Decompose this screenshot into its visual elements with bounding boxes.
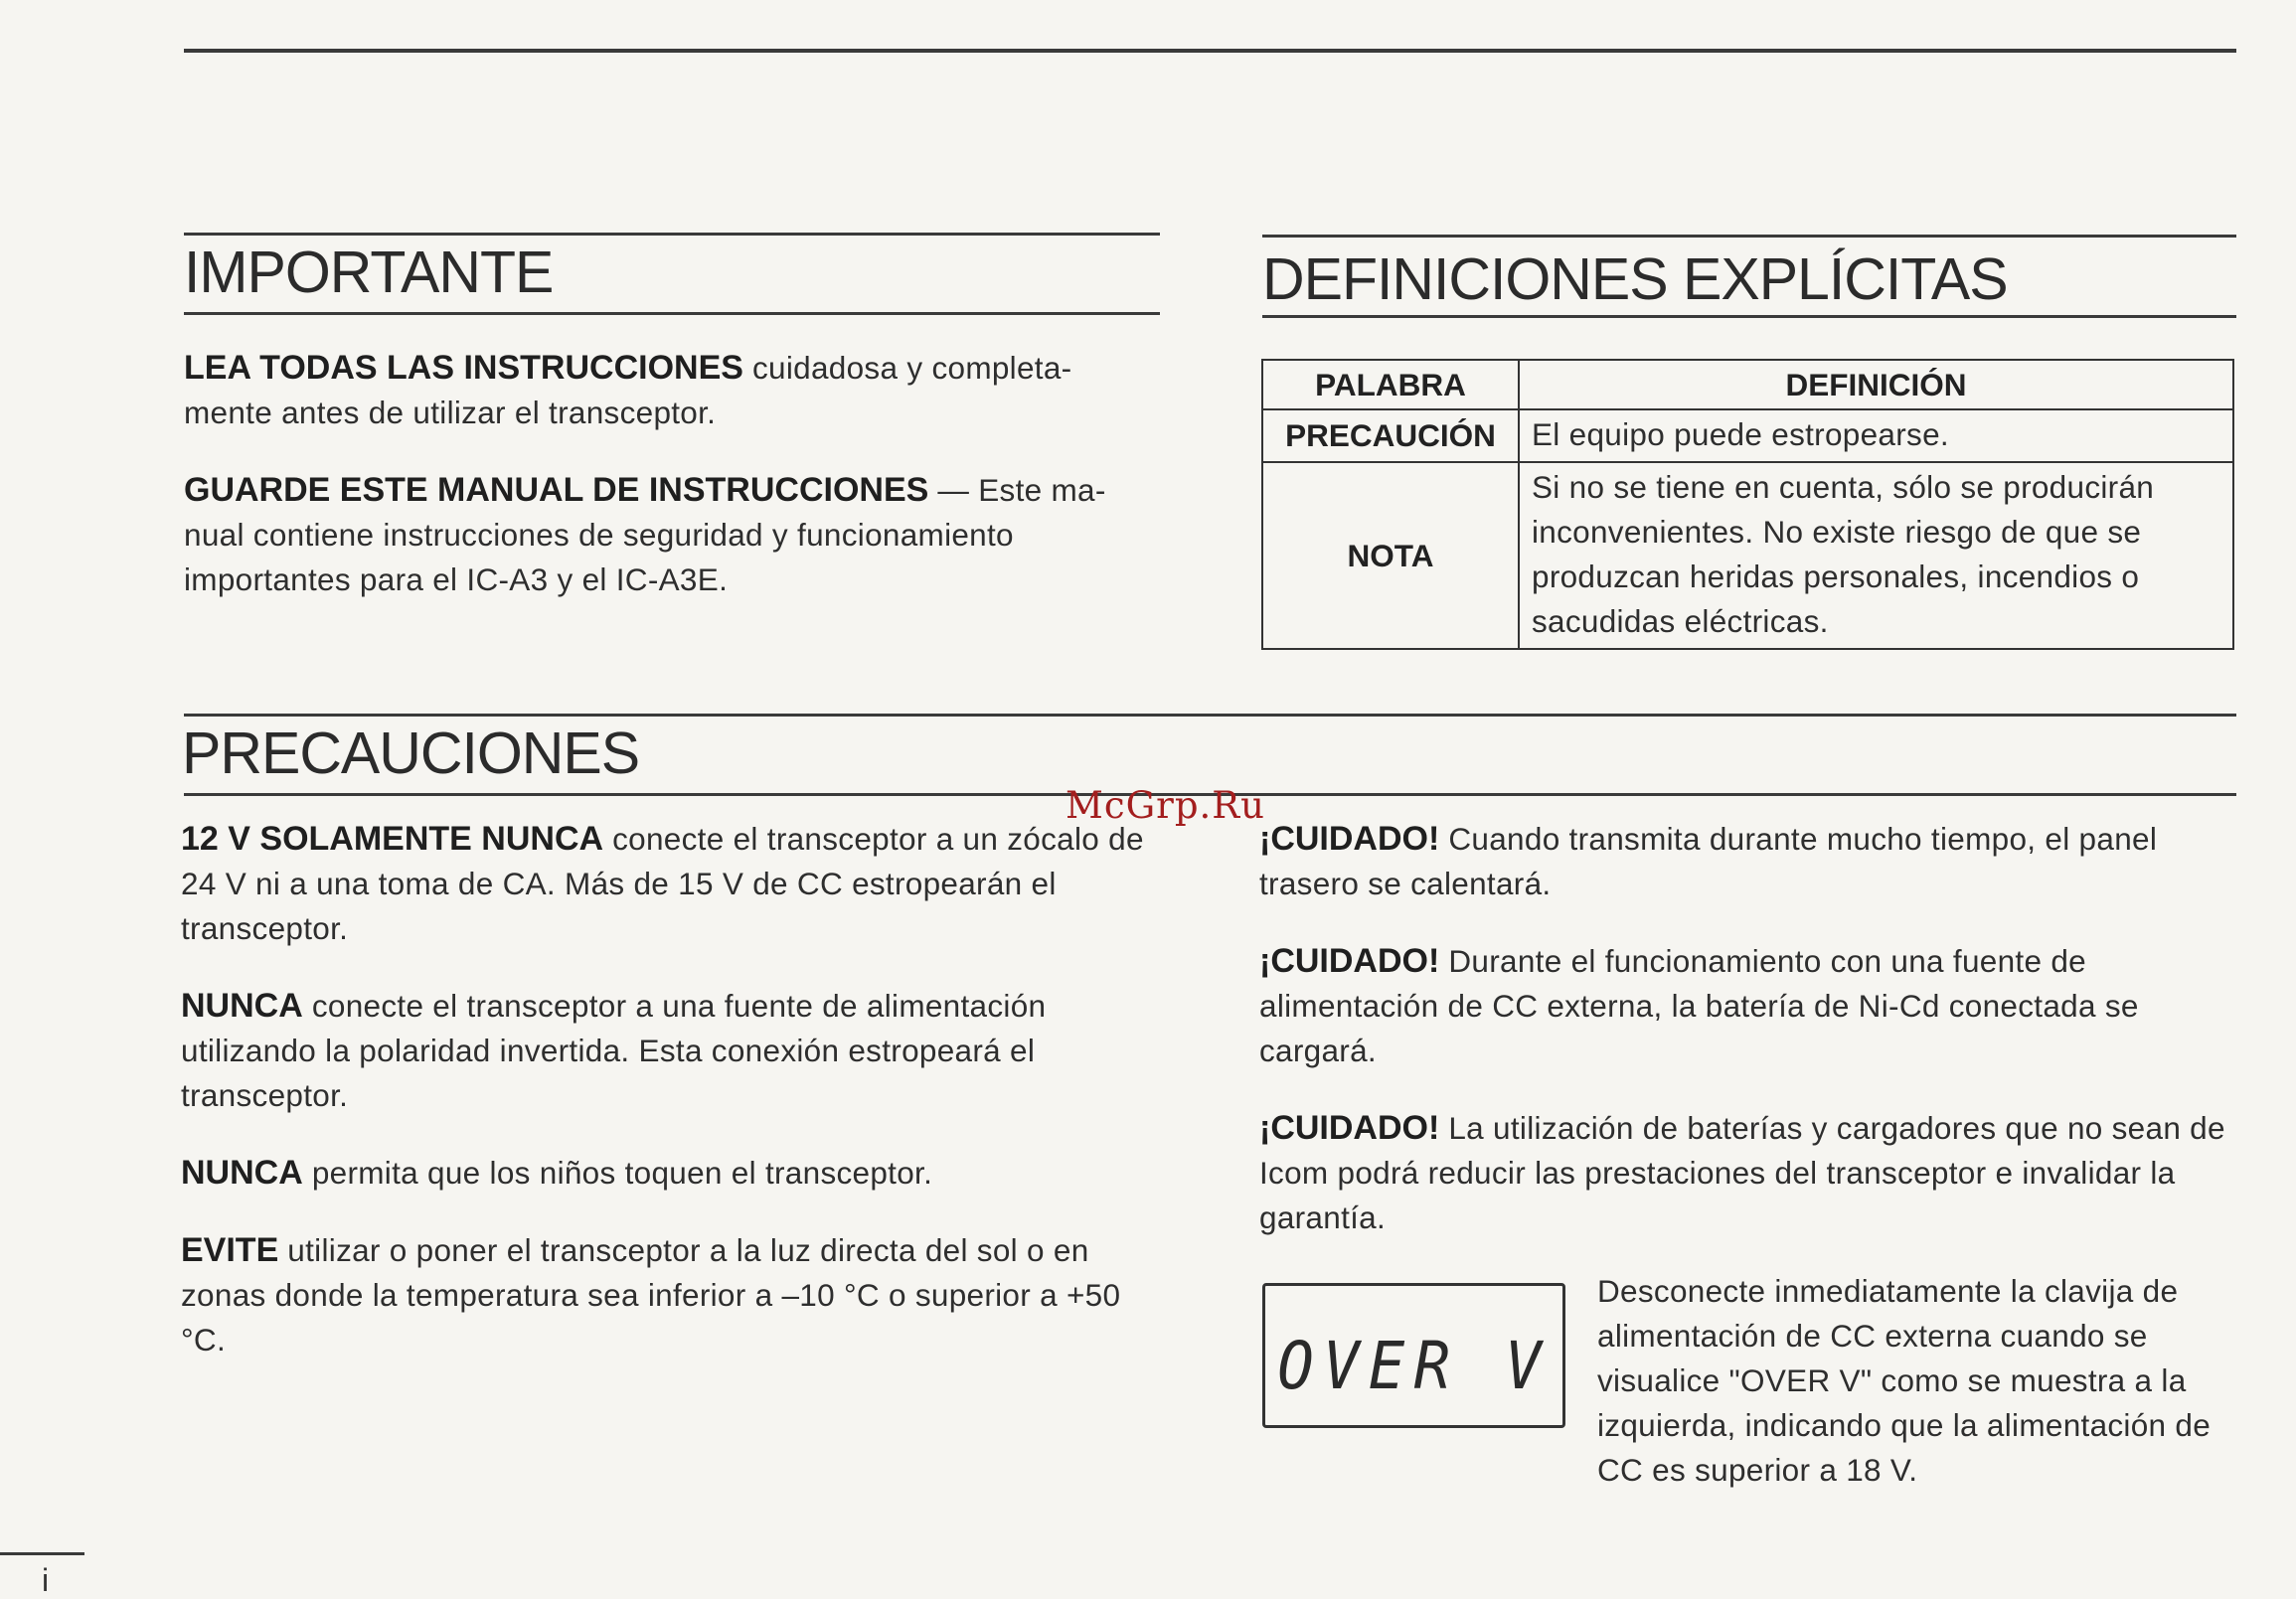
precaution-bold: NUNCA bbox=[181, 987, 303, 1025]
lcd-display bbox=[1262, 1283, 1565, 1428]
precaution-bold: EVITE bbox=[181, 1231, 279, 1269]
definition-cell: El equipo puede estropearse. bbox=[1519, 409, 2233, 462]
definitions-table bbox=[1261, 359, 2234, 650]
definitions-rule-top bbox=[1262, 235, 2236, 238]
precautions-heading: PRECAUCIONES bbox=[182, 720, 640, 786]
word-cell: PRECAUCIÓN bbox=[1262, 409, 1519, 462]
precautions-right-column bbox=[1259, 817, 2233, 1273]
watermark: McGrp.Ru bbox=[1066, 784, 1265, 827]
important-bold-1: LEA TODAS LAS INSTRUCCIONES bbox=[184, 349, 743, 387]
important-text-2: — Este ma-nual contiene instrucciones de seguridad y funcionamiento importantes para el IC-A3 y el IC-A3E. bbox=[184, 472, 1106, 597]
caution-item bbox=[1259, 1106, 2233, 1240]
caution-bold: ¡CUIDADO! bbox=[1259, 1109, 1440, 1147]
precaution-item bbox=[181, 1151, 1150, 1196]
precaution-text: conecte el transceptor a un zócalo de 24 V ni a una toma de CA. Más de 15 V de CC estropearán el transceptor. bbox=[181, 821, 1144, 946]
lcd-display-text: OVER V bbox=[1277, 1328, 1551, 1404]
table-row bbox=[1262, 409, 2233, 462]
word-cell: NOTA bbox=[1262, 462, 1519, 649]
precaution-text: permita que los niños toquen el transceptor. bbox=[302, 1155, 933, 1191]
important-bold-2: GUARDE ESTE MANUAL DE INSTRUCCIONES bbox=[184, 471, 929, 509]
definition-cell: Si no se tiene en cuenta, sólo se producirán inconvenientes. No existe riesgo de que se produzcan heridas personales, incendios o sacudidas eléctricas. bbox=[1519, 462, 2233, 649]
precaution-item bbox=[181, 817, 1150, 951]
page-number: i bbox=[42, 1562, 50, 1598]
top-rule bbox=[184, 49, 2236, 53]
caution-text: La utilización de baterías y cargadores que no sean de Icom podrá reducir las prestaciones del transceptor e invalidar la garantía. bbox=[1259, 1110, 2225, 1235]
col-definition-header: DEFINICIÓN bbox=[1519, 360, 2233, 409]
precaution-bold: NUNCA bbox=[181, 1154, 303, 1192]
precaution-item bbox=[181, 984, 1150, 1118]
definitions-header-row bbox=[1262, 360, 2233, 409]
caution-item bbox=[1259, 817, 2233, 906]
important-rule-bottom bbox=[184, 312, 1160, 315]
precaution-text: conecte el transceptor a una fuente de alimentación utilizando la polaridad invertida. Esta conexión estropeará el transceptor. bbox=[181, 988, 1047, 1113]
important-text bbox=[184, 346, 1133, 635]
important-heading: IMPORTANTE bbox=[184, 240, 554, 305]
important-rule-top bbox=[184, 233, 1160, 236]
lcd-note: Desconecte inmediatamente la clavija de alimentación de CC externa cuando se visualice "OVER V" como se muestra a la izquierda, indicando que la alimentación de CC es superior a 18 V. bbox=[1597, 1273, 2212, 1488]
caution-text: Durante el funcionamiento con una fuente de alimentación de CC externa, la batería de Ni-Cd conectada se cargará. bbox=[1259, 943, 2139, 1068]
precaution-bold: 12 V SOLAMENTE NUNCA bbox=[181, 820, 604, 858]
important-text-1: cuidadosa y completa-mente antes de utilizar el transceptor. bbox=[184, 350, 1072, 430]
caution-bold: ¡CUIDADO! bbox=[1259, 942, 1440, 980]
important-paragraph-2 bbox=[184, 468, 1133, 602]
precautions-rule-top bbox=[184, 714, 2236, 717]
caution-item bbox=[1259, 939, 2233, 1073]
important-paragraph-1 bbox=[184, 346, 1133, 435]
precaution-item bbox=[181, 1228, 1150, 1362]
col-word-header: PALABRA bbox=[1262, 360, 1519, 409]
caution-bold: ¡CUIDADO! bbox=[1259, 820, 1440, 858]
definitions-rule-bottom bbox=[1262, 315, 2236, 318]
table-row bbox=[1262, 462, 2233, 649]
page-number-rule bbox=[0, 1552, 84, 1555]
precautions-left-column bbox=[181, 817, 1150, 1395]
caution-text: Cuando transmita durante mucho tiempo, el panel trasero se calentará. bbox=[1259, 821, 2158, 901]
definitions-heading: DEFINICIONES EXPLÍCITAS bbox=[1262, 246, 2008, 312]
precaution-text: utilizar o poner el transceptor a la luz directa del sol o en zonas donde la temperatura sea inferior a –10 °C o superior a +50 °C. bbox=[181, 1232, 1121, 1358]
